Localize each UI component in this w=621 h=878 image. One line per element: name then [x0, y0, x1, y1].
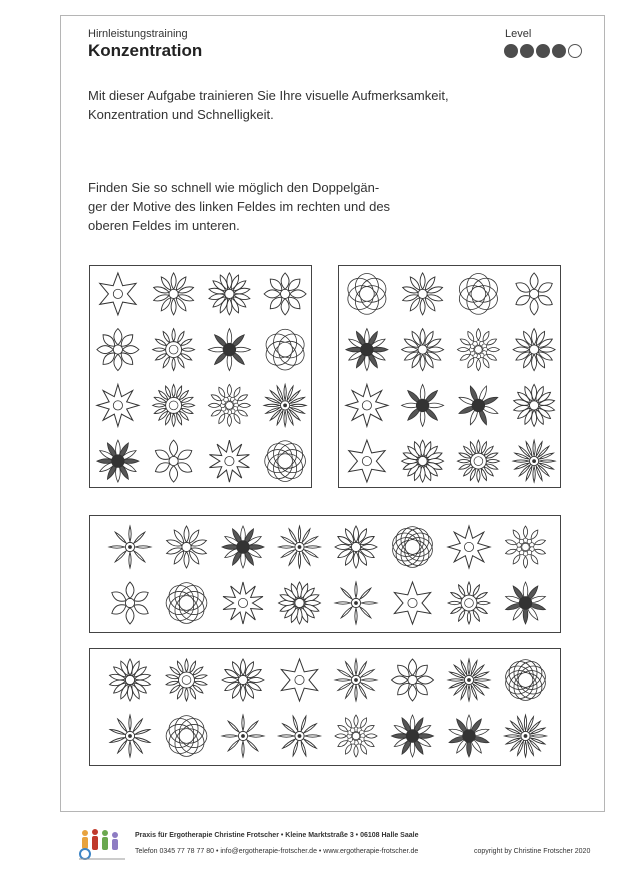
practice-logo-icon — [75, 828, 131, 860]
motif-ring10-icon[interactable] — [390, 524, 436, 571]
motif-star6-icon[interactable] — [394, 582, 430, 624]
motif-daisy12-icon[interactable] — [448, 582, 490, 624]
motif-spiky12-icon[interactable] — [335, 659, 377, 701]
motif-ring6-icon[interactable] — [262, 329, 309, 370]
motif-spiky8-icon[interactable] — [335, 582, 377, 624]
intro-text — [88, 86, 508, 124]
motif-star6-icon[interactable] — [281, 659, 317, 701]
footer-copyright: copyright by Christine Frotscher 2020 — [474, 848, 591, 855]
motif-petal14-icon[interactable] — [513, 384, 555, 426]
motif-lace12-icon[interactable] — [457, 329, 499, 371]
motif-petal10-icon[interactable] — [153, 273, 195, 315]
motif-petal8-icon[interactable] — [97, 329, 139, 371]
motif-canvas — [339, 266, 562, 489]
worksheet-subtitle: Hirnleistungstraining — [88, 28, 188, 40]
motif-star10-icon[interactable] — [223, 582, 263, 624]
instruction-line: oberen Feldes im unteren. — [88, 218, 240, 233]
motif-spiky16-icon[interactable] — [505, 715, 547, 757]
motif-canvas — [90, 649, 562, 767]
footer-contact: Telefon 0345 77 78 77 80 • info@ergotherapie-frotscher.de • www.ergotherapie-frotscher.de — [135, 848, 419, 855]
motif-star8-icon[interactable] — [97, 384, 139, 426]
motif-spiky16-icon[interactable] — [264, 384, 306, 426]
motif-lace12-icon[interactable] — [208, 384, 250, 426]
motif-petal8-icon[interactable] — [392, 659, 434, 701]
motif-solid10-icon[interactable] — [505, 582, 546, 624]
motif-solid12-icon[interactable] — [97, 440, 139, 482]
footer-practice-address: Praxis für Ergotherapie Christine Frotscher • Kleine Marktstraße 3 • 06108 Halle Saale — [135, 832, 419, 839]
level-dot — [504, 44, 518, 58]
motif-star6-icon[interactable] — [349, 440, 385, 482]
motif-solid12-icon[interactable] — [392, 715, 434, 757]
motif-petal10-icon[interactable] — [166, 526, 208, 568]
intro-line: Mit dieser Aufgabe trainieren Sie Ihre visuelle Aufmerksamkeit, — [88, 88, 449, 103]
motif-solid8-icon[interactable] — [208, 329, 250, 371]
motif-petal6-icon[interactable] — [514, 273, 554, 315]
motif-ring8-icon[interactable] — [263, 439, 308, 484]
motif-daisy14-icon[interactable] — [166, 659, 208, 701]
left-motif-panel — [89, 265, 312, 488]
level-indicator — [504, 44, 582, 58]
motif-petal12-icon[interactable] — [513, 329, 555, 371]
motif-daisy12-icon[interactable] — [153, 329, 195, 371]
motif-daisy16-icon[interactable] — [153, 384, 195, 426]
level-dot — [552, 44, 566, 58]
motif-star8-icon[interactable] — [346, 384, 388, 426]
motif-petal12-icon[interactable] — [222, 659, 264, 701]
motif-petal14-icon[interactable] — [109, 659, 151, 701]
motif-petal10-icon[interactable] — [402, 273, 444, 315]
motif-ring6-icon[interactable] — [455, 274, 502, 315]
motif-petal14-icon[interactable] — [208, 273, 250, 315]
intro-line: Konzentration und Schnelligkeit. — [88, 107, 274, 122]
motif-petal16-icon[interactable] — [402, 440, 444, 482]
motif-solid8-icon[interactable] — [402, 384, 444, 426]
motif-petal6-icon[interactable] — [153, 440, 193, 482]
motif-ring10-icon[interactable] — [503, 657, 549, 704]
motif-star6-icon[interactable] — [100, 273, 136, 315]
motif-petal6-icon[interactable] — [110, 582, 150, 624]
motif-solid10-icon[interactable] — [448, 715, 489, 757]
motif-petal12-icon[interactable] — [335, 526, 377, 568]
motif-canvas — [90, 266, 313, 489]
motif-petal12-icon[interactable] — [402, 329, 444, 371]
motif-spiky10-icon[interactable] — [110, 715, 151, 757]
motif-spiky8-icon[interactable] — [109, 526, 151, 568]
worksheet-title: Konzentration — [88, 41, 203, 60]
motif-ring8-icon[interactable] — [164, 580, 209, 625]
instruction-text — [88, 178, 418, 235]
motif-ring6b-icon[interactable] — [343, 274, 390, 315]
motif-daisy16-icon[interactable] — [457, 440, 499, 482]
motif-spiky12-icon[interactable] — [279, 526, 321, 568]
level-label: Level — [505, 28, 532, 40]
motif-spiky10b-icon[interactable] — [279, 716, 321, 757]
lower-motif-strip — [89, 648, 561, 766]
motif-canvas — [90, 516, 562, 634]
motif-solid12-icon[interactable] — [222, 526, 264, 568]
motif-petal16-icon[interactable] — [279, 582, 321, 624]
level-dot — [520, 44, 534, 58]
level-dot — [568, 44, 582, 58]
motif-spiky16-icon[interactable] — [448, 659, 490, 701]
motif-spiky16-icon[interactable] — [513, 440, 555, 482]
motif-star10-icon[interactable] — [209, 440, 249, 482]
motif-spiky8-icon[interactable] — [222, 715, 264, 757]
motif-lace12-icon[interactable] — [335, 715, 377, 757]
level-dot — [536, 44, 550, 58]
right-motif-panel — [338, 265, 561, 488]
motif-solid12-icon[interactable] — [346, 329, 388, 371]
motif-petal8-icon[interactable] — [264, 273, 306, 315]
motif-lace10-icon[interactable] — [505, 526, 546, 568]
motif-ring8-icon[interactable] — [164, 713, 209, 758]
instruction-line: Finden Sie so schnell wie möglich den Doppelgän- — [88, 180, 380, 195]
instruction-line: ger der Motive des linken Feldes im rechten und des — [88, 199, 391, 214]
upper-motif-strip — [89, 515, 561, 633]
motif-solid8b-icon[interactable] — [458, 385, 499, 426]
motif-star8-icon[interactable] — [448, 526, 490, 568]
